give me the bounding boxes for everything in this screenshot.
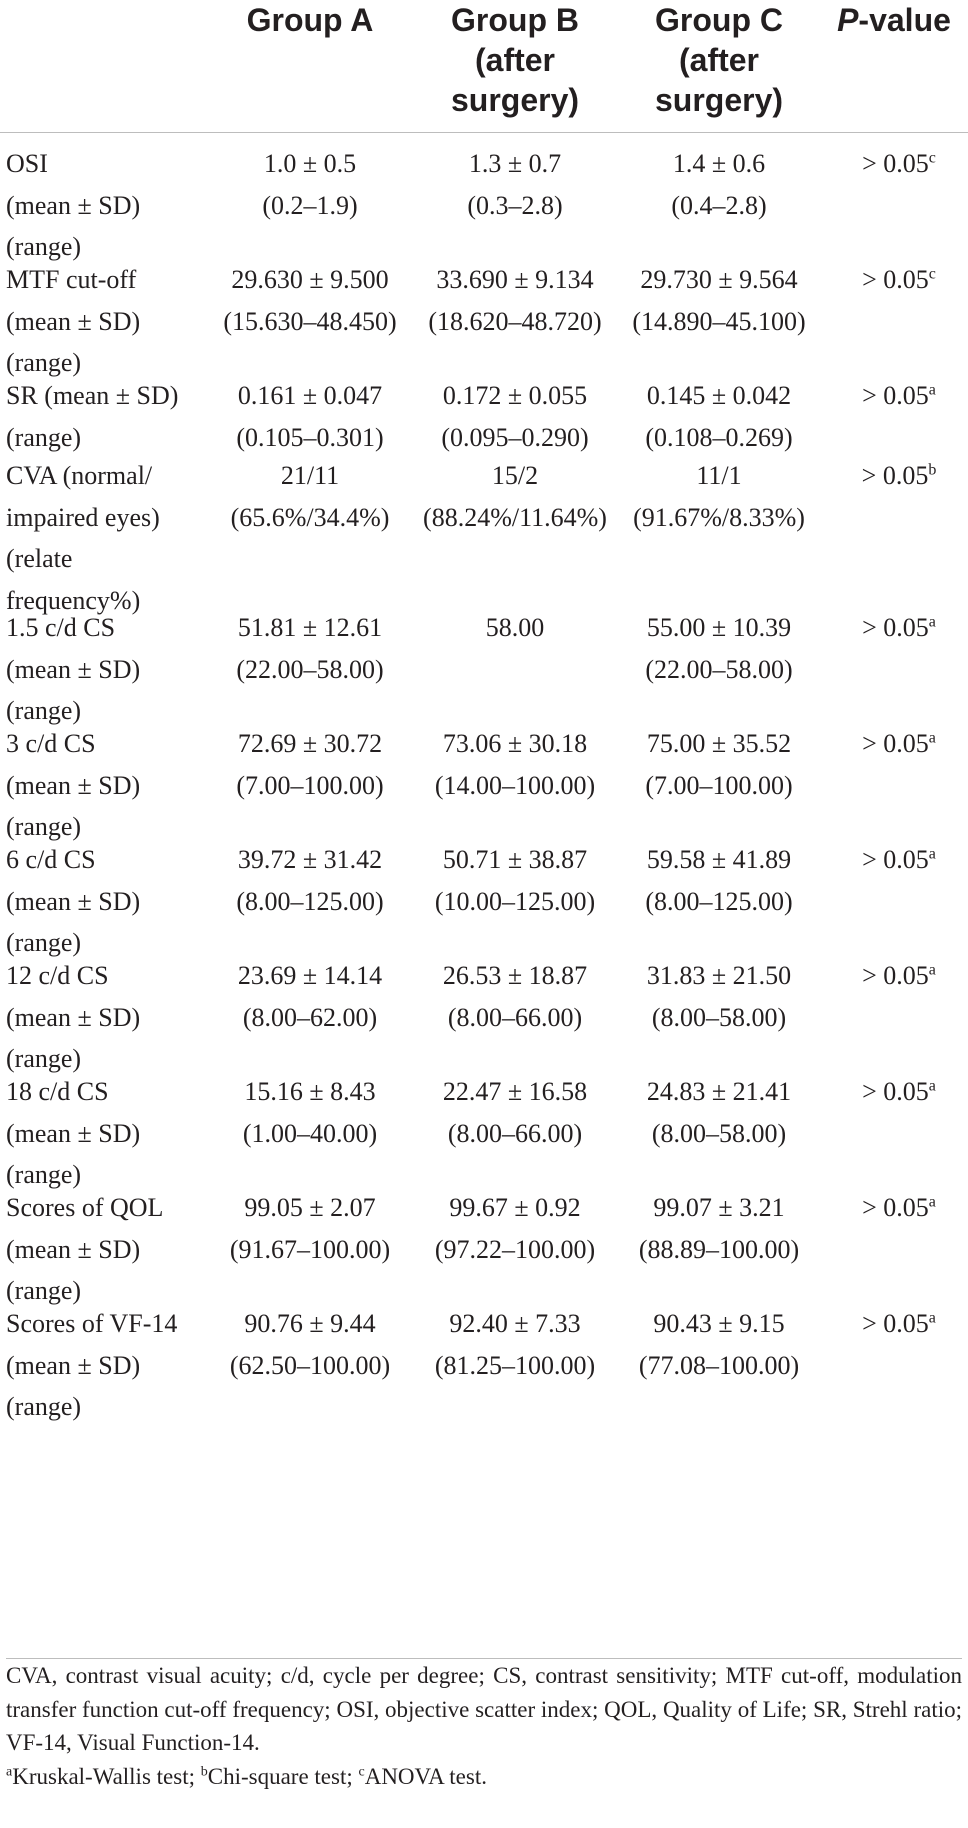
cell-group-a-line: 90.76 ± 9.44: [244, 1309, 376, 1338]
p-value-text: > 0.05: [861, 461, 929, 490]
cell-group-c-line: (8.00–58.00): [651, 1118, 787, 1148]
cell-group-b-line: (0.095–0.290): [441, 422, 589, 452]
row-label: [6, 723, 206, 848]
p-value-footnote-mark: a: [928, 961, 936, 979]
cell-group-c: [614, 955, 824, 1038]
cell-group-b-line: 58.00: [485, 613, 545, 642]
row-label: [6, 259, 206, 384]
cell-group-a-line: 23.69 ± 14.14: [237, 961, 383, 990]
cell-group-c-line: 0.145 ± 0.042: [646, 381, 792, 410]
cell-group-c-line: (8.00–125.00): [645, 886, 793, 916]
p-value-footnote-mark: a: [928, 729, 936, 747]
cell-group-a-line: (1.00–40.00): [242, 1118, 378, 1148]
cell-group-a-line: 29.630 ± 9.500: [231, 265, 389, 294]
row-label-line: (range): [6, 928, 82, 957]
row-label: [6, 1303, 206, 1428]
cell-group-c-line: 24.83 ± 21.41: [646, 1077, 792, 1106]
row-label-line: frequency%): [6, 585, 141, 615]
cell-p-value: [830, 143, 968, 185]
row-label-line: (range): [6, 1392, 82, 1421]
row-label: [6, 375, 206, 458]
cell-group-c-line: (22.00–58.00): [645, 654, 793, 684]
footnote-abbreviations: CVA, contrast visual acuity; c/d, cycle per degree; CS, contrast sensitivity; MTF cut-off, modulation transfer function cut-off frequency; OSI, objective scatter index; QOL, Quality of Life; SR, Strehl ratio; VF-14, Visual Function-14.: [6, 1663, 962, 1755]
cell-p-value: [830, 955, 968, 997]
cell-group-b-line: 22.47 ± 16.58: [442, 1077, 588, 1106]
row-label-line: (mean ± SD): [6, 654, 141, 684]
cell-group-c-line: (77.08–100.00): [638, 1350, 800, 1380]
cell-group-a: [205, 1071, 415, 1154]
row-label-line: Scores of QOL: [6, 1193, 164, 1222]
cell-group-c: [614, 143, 824, 226]
table-header: [0, 0, 968, 133]
header-group-c-line3: surgery): [654, 82, 784, 118]
cell-group-b-line: (8.00–66.00): [447, 1118, 583, 1148]
cell-group-b: [410, 723, 620, 806]
row-label: [6, 955, 206, 1080]
cell-group-a-line: (91.67–100.00): [229, 1234, 391, 1264]
cell-group-c-line: 29.730 ± 9.564: [640, 265, 798, 294]
cell-group-c: [614, 1303, 824, 1386]
row-label-line: (mean ± SD): [6, 190, 141, 220]
cell-group-b: [410, 455, 620, 538]
cell-group-a: [205, 955, 415, 1038]
row-label-line: 18 c/d CS: [6, 1077, 109, 1106]
header-group-c-line1: Group C: [655, 2, 783, 38]
cell-p-value: [830, 723, 968, 765]
row-label-line: MTF cut-off: [6, 265, 137, 294]
p-value-footnote-mark: a: [928, 845, 936, 863]
cell-group-a-line: 72.69 ± 30.72: [237, 729, 383, 758]
cell-group-a-line: 39.72 ± 31.42: [237, 845, 383, 874]
p-value-text: > 0.05: [862, 149, 929, 178]
row-label-line: Scores of VF-14: [6, 1309, 178, 1338]
row-label: [6, 607, 206, 732]
row-label-line: (mean ± SD): [6, 1002, 141, 1032]
p-value-text: > 0.05: [862, 265, 929, 294]
p-value-footnote-mark: a: [928, 1309, 936, 1327]
cell-group-a-line: (7.00–100.00): [236, 770, 384, 800]
cell-group-a: [205, 1187, 415, 1270]
p-value-text: > 0.05: [862, 381, 929, 410]
row-label-line: 1.5 c/d CS: [6, 613, 116, 642]
row-label-line: (range): [6, 1044, 82, 1073]
footnote-sup-a: a: [6, 1763, 13, 1779]
cell-p-value: [830, 375, 968, 417]
row-label-line: SR (mean ± SD): [6, 381, 179, 410]
cell-group-b-line: (8.00–66.00): [447, 1002, 583, 1032]
cell-group-a-line: (8.00–125.00): [236, 886, 384, 916]
p-value-text: > 0.05: [862, 1193, 929, 1222]
cell-group-c-line: (91.67%/8.33%): [633, 502, 805, 532]
header-group-b-line2: (after: [474, 42, 555, 78]
row-label-line: (mean ± SD): [6, 1234, 141, 1264]
cell-group-b: [410, 607, 620, 649]
cell-p-value: [830, 455, 968, 497]
row-label-line: (range): [6, 1276, 82, 1305]
row-label-line: (mean ± SD): [6, 1350, 141, 1380]
cell-group-b-line: (97.22–100.00): [434, 1234, 596, 1264]
cell-group-b: [410, 1303, 620, 1386]
row-label: [6, 1071, 206, 1196]
p-value-text: > 0.05: [862, 845, 929, 874]
row-label-line: (mean ± SD): [6, 886, 141, 916]
cell-group-b: [410, 259, 620, 342]
p-value-footnote-mark: a: [928, 1077, 936, 1095]
cell-group-b-line: (88.24%/11.64%): [423, 502, 607, 532]
footnote-note-b: Chi-square test;: [207, 1763, 359, 1789]
header-group-b-line3: surgery): [450, 82, 580, 118]
cell-group-a: [205, 143, 415, 226]
row-label-line: (mean ± SD): [6, 306, 141, 336]
cell-p-value: [830, 839, 968, 881]
row-label-line: CVA (normal/: [6, 461, 153, 490]
cell-group-c: [614, 455, 824, 538]
cell-group-c-line: 90.43 ± 9.15: [653, 1309, 785, 1338]
cell-p-value: [830, 259, 968, 301]
header-p-value: [820, 0, 968, 40]
cell-group-c-line: 31.83 ± 21.50: [646, 961, 792, 990]
cell-group-b-line: 1.3 ± 0.7: [468, 149, 562, 178]
cell-p-value: [830, 1187, 968, 1229]
row-label-line: (mean ± SD): [6, 770, 141, 800]
cell-group-b-line: (81.25–100.00): [434, 1350, 596, 1380]
cell-group-b-line: 50.71 ± 38.87: [442, 845, 588, 874]
header-group-b-line1: Group B: [451, 2, 579, 38]
cell-group-c-line: (8.00–58.00): [651, 1002, 787, 1032]
cell-group-a-line: (8.00–62.00): [242, 1002, 378, 1032]
cell-group-b-line: 73.06 ± 30.18: [442, 729, 588, 758]
cell-group-c-line: 11/1: [696, 461, 742, 490]
cell-group-a-line: 15.16 ± 8.43: [244, 1077, 376, 1106]
cell-group-c-line: (0.4–2.8): [671, 190, 767, 220]
cell-group-c-line: 55.00 ± 10.39: [646, 613, 792, 642]
row-label-line: 6 c/d CS: [6, 845, 96, 874]
cell-group-c-line: 59.58 ± 41.89: [646, 845, 792, 874]
cell-group-a: [205, 375, 415, 458]
row-label-line: 12 c/d CS: [6, 961, 109, 990]
cell-group-b-line: 26.53 ± 18.87: [442, 961, 588, 990]
cell-group-a: [205, 259, 415, 342]
cell-group-c: [614, 1187, 824, 1270]
cell-group-c: [614, 1071, 824, 1154]
p-value-footnote-mark: c: [928, 149, 936, 167]
cell-group-b: [410, 1071, 620, 1154]
cell-group-a-line: (65.6%/34.4%): [230, 502, 390, 532]
cell-group-c-line: 99.07 ± 3.21: [653, 1193, 785, 1222]
footnote-sup-c: c: [358, 1763, 365, 1779]
cell-group-a-line: (62.50–100.00): [229, 1350, 391, 1380]
p-value-footnote-mark: c: [928, 265, 936, 283]
cell-group-b: [410, 839, 620, 922]
cell-group-b-line: 15/2: [491, 461, 539, 490]
row-label-line: (range): [6, 812, 82, 841]
row-label: [6, 1187, 206, 1312]
cell-group-b-line: 99.67 ± 0.92: [449, 1193, 581, 1222]
cell-group-a: [205, 607, 415, 690]
cell-group-a: [205, 1303, 415, 1386]
p-value-text: > 0.05: [862, 1077, 929, 1106]
cell-group-b-line: (18.620–48.720): [428, 306, 602, 336]
cell-group-c: [614, 839, 824, 922]
footnote-note-a: Kruskal-Wallis test;: [12, 1763, 201, 1789]
header-group-a: [205, 0, 415, 40]
cell-group-c-line: 75.00 ± 35.52: [646, 729, 792, 758]
row-label: [6, 839, 206, 964]
cell-group-a-line: (22.00–58.00): [236, 654, 384, 684]
cell-group-a-line: 99.05 ± 2.07: [244, 1193, 376, 1222]
p-value-footnote-mark: a: [928, 1193, 936, 1211]
header-group-c-line2: (after: [678, 42, 759, 78]
cell-group-b-line: 0.172 ± 0.055: [442, 381, 588, 410]
header-p-rest: -value: [858, 2, 951, 38]
row-label: [6, 143, 206, 268]
row-label-line: (range): [6, 232, 82, 261]
cell-group-c-line: (0.108–0.269): [645, 422, 793, 452]
cell-group-c-line: (7.00–100.00): [645, 770, 793, 800]
cell-group-c: [614, 607, 824, 690]
p-value-footnote-mark: a: [928, 613, 936, 631]
header-group-c: [614, 0, 824, 120]
cell-group-a-line: 21/11: [280, 461, 340, 490]
cell-group-a: [205, 455, 415, 538]
row-label-line: (range): [6, 696, 82, 725]
cell-group-b: [410, 375, 620, 458]
table-footnote: [6, 1658, 962, 1793]
header-group-b: [410, 0, 620, 120]
cell-group-a-line: 1.0 ± 0.5: [263, 149, 357, 178]
cell-group-c: [614, 723, 824, 806]
p-value-text: > 0.05: [862, 1309, 929, 1338]
p-value-text: > 0.05: [862, 961, 929, 990]
header-p-italic: P: [837, 2, 859, 38]
p-value-text: > 0.05: [862, 613, 929, 642]
p-value-footnote-mark: a: [928, 381, 936, 399]
row-label-line: OSI: [6, 149, 48, 178]
cell-group-c-line: (14.890–45.100): [632, 306, 806, 336]
cell-group-b-line: (0.3–2.8): [467, 190, 563, 220]
cell-p-value: [830, 607, 968, 649]
row-label-line: (range): [6, 348, 82, 377]
cell-group-a-line: 51.81 ± 12.61: [237, 613, 383, 642]
cell-group-b-line: (14.00–100.00): [434, 770, 596, 800]
footnote-tests: [6, 1760, 962, 1794]
cell-group-a-line: 0.161 ± 0.047: [237, 381, 383, 410]
cell-group-b-line: 33.690 ± 9.134: [436, 265, 594, 294]
row-label-line: (mean ± SD): [6, 1118, 141, 1148]
row-label-line: (range): [6, 1160, 82, 1189]
cell-group-b: [410, 955, 620, 1038]
row-label-line: impaired eyes): [6, 502, 160, 532]
cell-group-a-line: (0.2–1.9): [262, 190, 358, 220]
row-label: [6, 455, 206, 621]
row-label-line: (range): [6, 422, 82, 452]
footnote-sup-b: b: [200, 1763, 208, 1779]
cell-group-a-line: (15.630–48.450): [223, 306, 397, 336]
cell-group-c-line: (88.89–100.00): [638, 1234, 800, 1264]
cell-group-b: [410, 1187, 620, 1270]
cell-group-a-line: (0.105–0.301): [236, 422, 384, 452]
row-label-line: 3 c/d CS: [6, 729, 96, 758]
cell-group-a: [205, 839, 415, 922]
cell-group-c: [614, 375, 824, 458]
row-label-line: (relate: [6, 544, 73, 573]
cell-group-b-line: 92.40 ± 7.33: [449, 1309, 581, 1338]
header-group-a-line1: Group A: [246, 2, 374, 38]
footnote-note-c: ANOVA test.: [364, 1763, 487, 1789]
p-value-text: > 0.05: [862, 729, 929, 758]
p-value-footnote-mark: b: [928, 461, 937, 479]
cell-group-b-line: (10.00–125.00): [434, 886, 596, 916]
cell-group-c: [614, 259, 824, 342]
cell-p-value: [830, 1071, 968, 1113]
cell-group-c-line: 1.4 ± 0.6: [672, 149, 766, 178]
cell-group-b: [410, 143, 620, 226]
cell-p-value: [830, 1303, 968, 1345]
cell-group-a: [205, 723, 415, 806]
